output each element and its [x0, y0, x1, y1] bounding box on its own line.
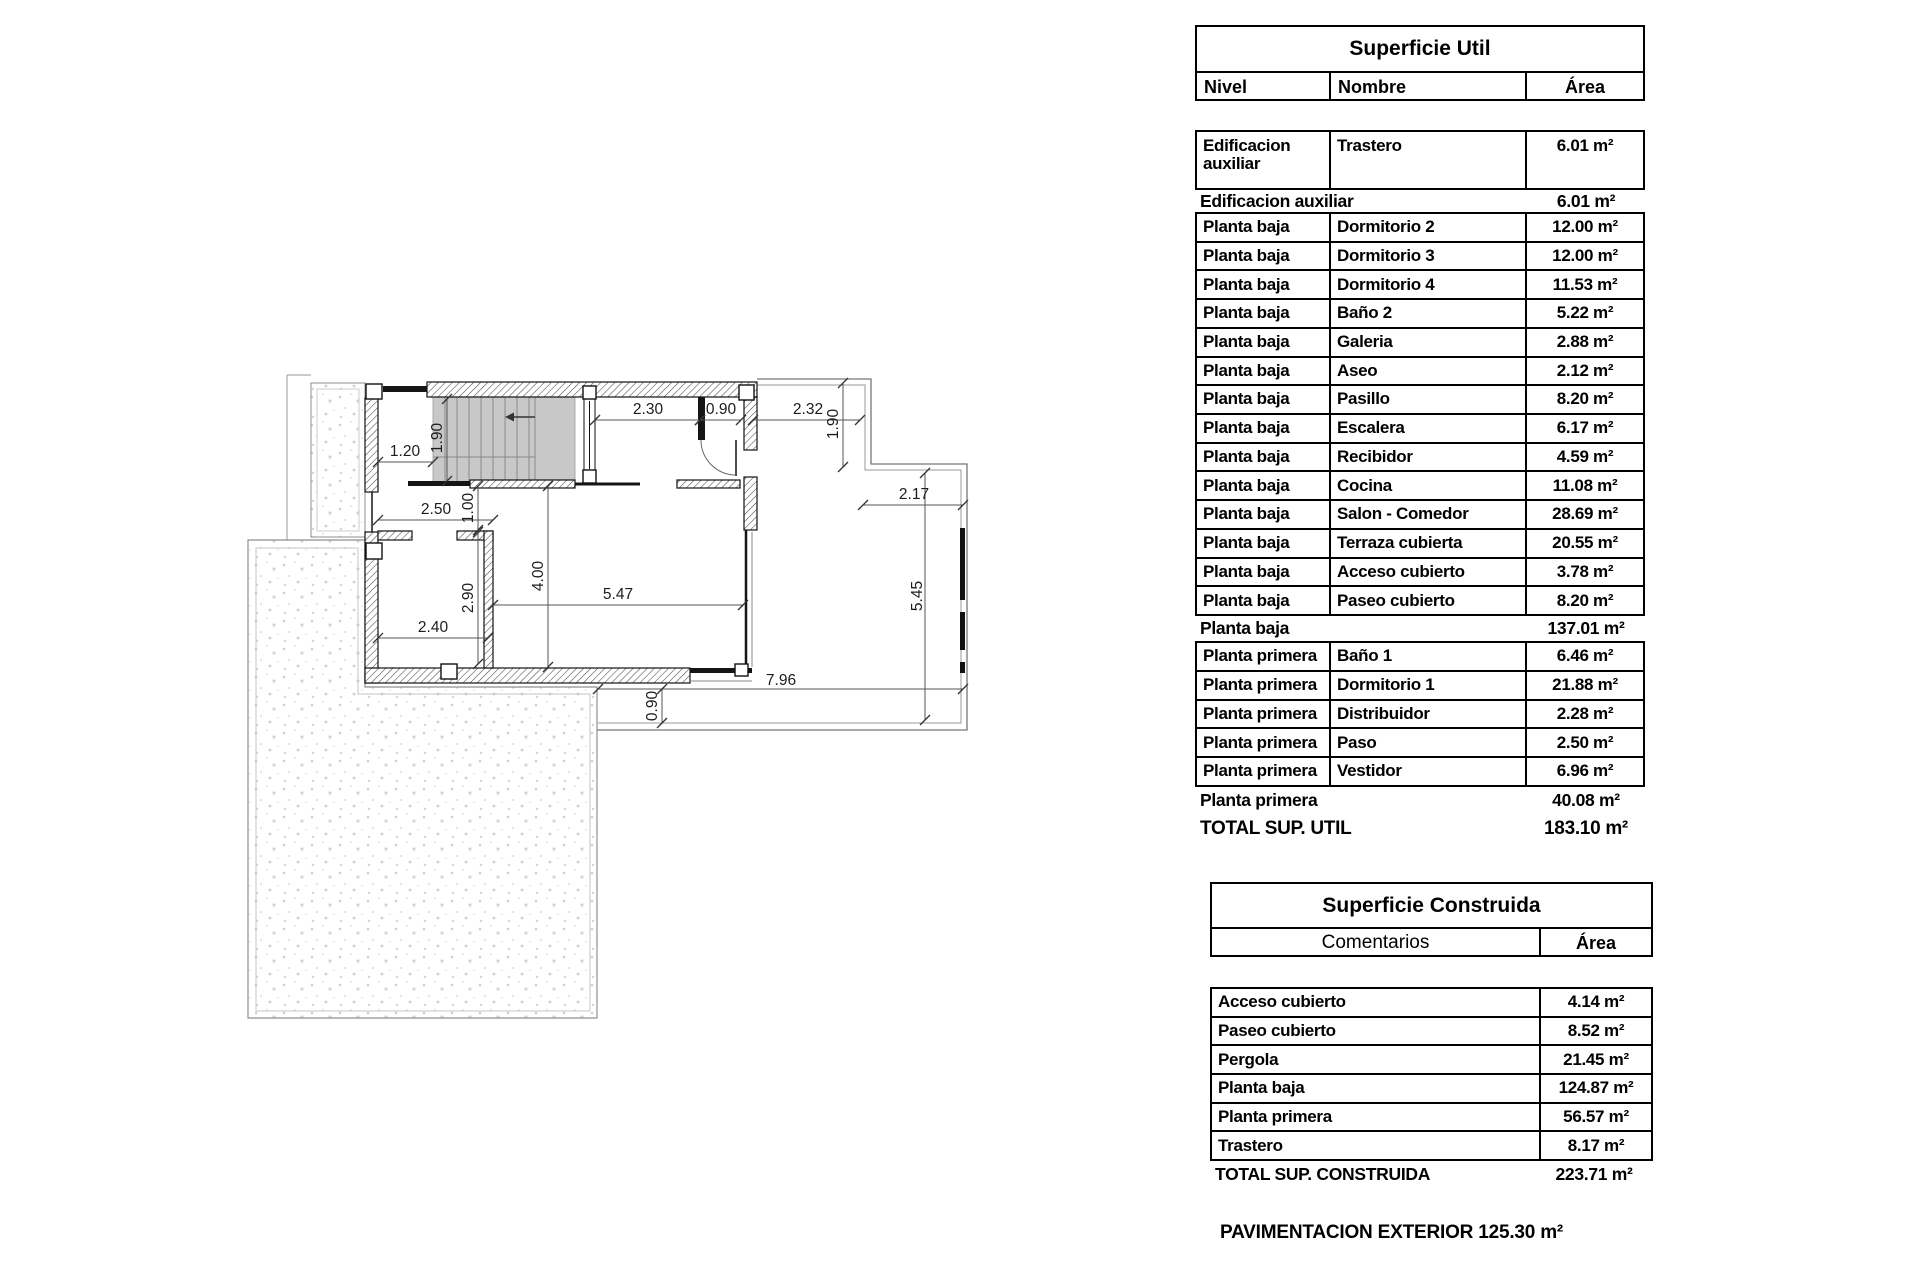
col-header-nivel: Nivel [1204, 76, 1248, 97]
table-cell: 8.20 m² [1525, 587, 1643, 614]
plan-dimension-label: 0.90 [705, 401, 737, 418]
table-cell: Paso [1329, 729, 1525, 756]
table-cell: 11.53 m² [1525, 271, 1643, 298]
util-subtotal-planta-baja [1195, 616, 1645, 641]
table-cell: Planta baja [1203, 533, 1290, 553]
table-cell: Planta baja [1203, 360, 1290, 380]
table-row [1197, 214, 1643, 241]
table-cell: Dormitorio 4 [1329, 271, 1525, 298]
table-cell: 4.59 m² [1525, 444, 1643, 471]
util-group-planta-primera [1195, 641, 1645, 787]
table-row [1197, 699, 1643, 728]
table-cell: Planta primera [1203, 703, 1317, 723]
table-cell: Cocina [1329, 472, 1525, 499]
table-cell: Planta baja [1203, 446, 1290, 466]
table-cell: 20.55 m² [1525, 530, 1643, 557]
table-cell: 28.69 m² [1525, 501, 1643, 528]
total-label: Planta primera [1200, 789, 1318, 810]
superficie-construida-table [1210, 882, 1653, 1192]
plan-dimension-label: 1.00 [460, 492, 477, 524]
table-cell: 8.52 m² [1539, 1018, 1651, 1045]
table-row [1212, 1044, 1651, 1073]
total-value: 183.10 m² [1544, 818, 1628, 839]
col-header-area: Área [1525, 73, 1643, 101]
table-cell: 8.17 m² [1539, 1132, 1651, 1159]
table-row [1197, 756, 1643, 785]
table-cell: Planta baja [1203, 274, 1290, 294]
table-cell: Recibidor [1329, 444, 1525, 471]
table-cell: 6.96 m² [1525, 758, 1643, 785]
table-cell: Pasillo [1329, 386, 1525, 413]
table-cell: 2.12 m² [1525, 358, 1643, 385]
util-group-planta-baja [1195, 212, 1645, 616]
table-cell: 6.17 m² [1525, 415, 1643, 442]
util-header [1195, 25, 1645, 101]
table-cell: Planta baja [1203, 561, 1290, 581]
table-row [1197, 241, 1643, 270]
util-grand-total [1195, 813, 1645, 845]
plan-dimension-label: 0.90 [644, 690, 661, 722]
table-cell: Planta baja [1203, 590, 1290, 610]
table-cell: Baño 1 [1329, 643, 1525, 670]
table-cell: 8.20 m² [1525, 386, 1643, 413]
table-cell: 6.46 m² [1525, 643, 1643, 670]
util-title: Superficie Util [1197, 27, 1643, 73]
table-cell: Planta primera [1203, 761, 1317, 781]
total-value: 40.08 m² [1552, 789, 1620, 810]
table-cell: Distribuidor [1329, 701, 1525, 728]
table-cell: Paseo cubierto [1329, 587, 1525, 614]
construida-header [1210, 882, 1653, 957]
table-row [1197, 528, 1643, 557]
table-row [1197, 585, 1643, 614]
table-row [1197, 670, 1643, 699]
table-cell: Acceso cubierto [1329, 559, 1525, 586]
table-row [1197, 269, 1643, 298]
table-cell: Planta baja [1203, 332, 1290, 352]
construida-total [1210, 1161, 1653, 1187]
table-cell: 2.88 m² [1525, 329, 1643, 356]
total-label: TOTAL SUP. CONSTRUIDA [1215, 1163, 1431, 1184]
table-cell: Aseo [1329, 358, 1525, 385]
util-subtotal-aux [1195, 190, 1645, 212]
table-cell: Planta primera [1203, 732, 1317, 752]
table-row [1197, 499, 1643, 528]
plan-dimension-label: 1.20 [389, 443, 421, 460]
table-cell: 21.88 m² [1525, 672, 1643, 699]
table-cell: Planta primera [1218, 1106, 1332, 1126]
table-cell: Terraza cubierta [1329, 530, 1525, 557]
table-cell: Vestidor [1329, 758, 1525, 785]
table-cell: Paseo cubierto [1218, 1020, 1336, 1040]
table-row [1197, 327, 1643, 356]
table-row [1197, 470, 1643, 499]
table-row [1212, 1073, 1651, 1102]
table-row [1197, 727, 1643, 756]
construida-title: Superficie Construida [1212, 884, 1651, 929]
table-row [1212, 1130, 1651, 1159]
plan-dimension-label: 2.30 [632, 401, 664, 418]
table-cell: Baño 2 [1329, 300, 1525, 327]
table-cell: Planta primera [1203, 646, 1317, 666]
total-label: Planta baja [1200, 618, 1290, 638]
table-row [1197, 132, 1643, 188]
construida-rows [1210, 987, 1653, 1161]
total-label: Edificacion auxiliar [1200, 190, 1354, 211]
plan-dimension-label: 2.17 [898, 486, 930, 503]
total-label: TOTAL SUP. UTIL [1200, 818, 1352, 839]
plan-dimension-label: 1.90 [825, 408, 842, 440]
table-row [1197, 643, 1643, 670]
util-subtotal-planta-primera [1195, 787, 1645, 813]
table-cell: 12.00 m² [1525, 243, 1643, 270]
plan-dimension-label: 2.32 [792, 401, 824, 418]
util-group-aux [1195, 130, 1645, 190]
table-row [1197, 356, 1643, 385]
plan-dimension-label: 5.47 [602, 586, 634, 603]
table-cell: Salon - Comedor [1329, 501, 1525, 528]
table-cell: Planta baja [1218, 1078, 1305, 1098]
table-cell: Dormitorio 1 [1329, 672, 1525, 699]
table-cell: 6.01 m² [1525, 132, 1643, 188]
door-swing [701, 440, 736, 476]
table-cell: 4.14 m² [1539, 989, 1651, 1016]
table-cell: 5.22 m² [1525, 300, 1643, 327]
table-cell: 2.28 m² [1525, 701, 1643, 728]
pavimentacion-note: PAVIMENTACION EXTERIOR 125.30 m² [1220, 1222, 1564, 1243]
table-cell: Acceso cubierto [1218, 992, 1346, 1012]
table-row [1197, 298, 1643, 327]
table-cell: Planta baja [1203, 389, 1290, 409]
table-cell: Escalera [1329, 415, 1525, 442]
table-cell: 3.78 m² [1525, 559, 1643, 586]
table-cell: 21.45 m² [1539, 1046, 1651, 1073]
total-value: 6.01 m² [1556, 190, 1616, 211]
table-row [1197, 413, 1643, 442]
plan-dimension-label: 1.90 [429, 422, 446, 454]
col-header-comentarios: Comentarios [1321, 932, 1430, 953]
col-header-nombre: Nombre [1329, 73, 1525, 101]
plan-dimension-label: 7.96 [765, 672, 797, 689]
plan-dimension-label: 2.40 [417, 619, 449, 636]
table-row [1197, 557, 1643, 586]
table-cell: 2.50 m² [1525, 729, 1643, 756]
plan-dimension-label: 5.45 [909, 580, 926, 612]
table-cell: Pergola [1218, 1049, 1279, 1069]
table-cell: 11.08 m² [1525, 472, 1643, 499]
table-cell: Dormitorio 3 [1329, 243, 1525, 270]
table-cell: 124.87 m² [1539, 1075, 1651, 1102]
table-row [1197, 384, 1643, 413]
table-cell: Planta baja [1203, 418, 1290, 438]
table-cell: Trastero [1218, 1135, 1283, 1155]
table-cell: Planta baja [1203, 504, 1290, 524]
total-value: 137.01 m² [1547, 618, 1625, 638]
plan-dimension-label: 2.50 [420, 501, 452, 518]
table-cell: Trastero [1329, 132, 1525, 188]
superficie-util-table [1195, 25, 1645, 855]
table-cell: Planta primera [1203, 675, 1317, 695]
table-cell: Planta baja [1203, 303, 1290, 323]
table-row [1212, 989, 1651, 1016]
table-cell: 12.00 m² [1525, 214, 1643, 241]
table-row [1212, 1016, 1651, 1045]
col-header-area2: Área [1539, 929, 1651, 957]
table-cell: Edificacion auxiliar [1203, 136, 1291, 174]
table-cell: Dormitorio 2 [1329, 214, 1525, 241]
table-cell: Planta baja [1203, 217, 1290, 237]
plan-dimension-label: 4.00 [530, 560, 547, 592]
table-cell: Planta baja [1203, 245, 1290, 265]
table-row [1212, 1102, 1651, 1131]
plan-dimension-label: 2.90 [460, 582, 477, 614]
total-value: 223.71 m² [1555, 1163, 1633, 1184]
table-cell: Planta baja [1203, 475, 1290, 495]
table-cell: Galeria [1329, 329, 1525, 356]
table-cell: 56.57 m² [1539, 1104, 1651, 1131]
staircase [433, 397, 575, 483]
table-row [1197, 442, 1643, 471]
